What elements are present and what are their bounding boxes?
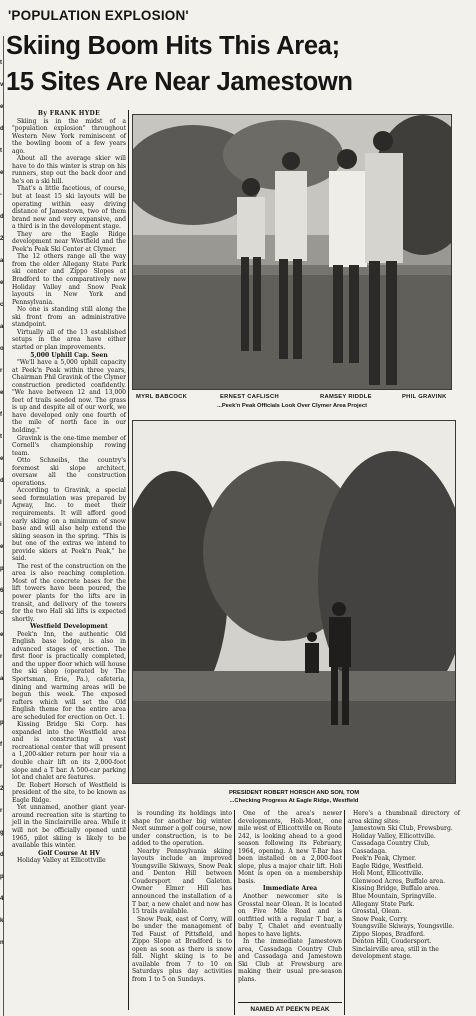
directory-item: Jamestown Ski Club, Frewsburg. xyxy=(352,825,453,833)
left-edge-fragment: p xyxy=(0,720,4,726)
left-edge-fragment: c xyxy=(0,610,4,616)
directory-item: Blue Mountain, Springville. xyxy=(352,893,437,901)
paragraph: Kissing Bridge Ski Corp. has expanded into the Westfield area and is constructing a vast recreational center that will present a 1,200-skier return per hour via a double chair lift on its 2,000-foot slope and a T bar. A 500-car parking lot and chalet are features. xyxy=(12,721,126,782)
left-edge-fragment: r xyxy=(0,698,3,704)
left-edge-fragment: v xyxy=(0,82,4,88)
column-rule xyxy=(344,810,345,1015)
photo-eagle-ridge-inspection xyxy=(132,420,456,784)
left-edge-fragment: t xyxy=(0,60,2,66)
left-edge-fragment: e xyxy=(0,280,4,286)
directory-item: Denton Hill, Coudersport. xyxy=(352,938,432,946)
left-edge-fragment: I xyxy=(0,500,2,506)
officials-photo-image xyxy=(133,115,451,389)
left-edge-fragment: r xyxy=(0,764,3,770)
left-edge-fragment: n xyxy=(0,940,4,946)
left-edge-fragment: o xyxy=(0,346,4,352)
left-edge-fragment: - xyxy=(0,192,2,198)
paragraph: According to Gravink, a special seed formulation was prepared by Agway, Inc. to meet their requirements. It will afford good early skiing on a minimum of snow base and will also help extend the skiing season in the spring. "This is but one of the extras we intend to provide skiers at Peek'n Peak," he said. xyxy=(12,487,126,563)
photo1-caption: ...Peek'n Peak Officials Look Over Clymer Area Project xyxy=(216,403,368,409)
section-heading: 5,000 Uphill Cap. Seen xyxy=(30,351,108,359)
left-edge-fragment: p xyxy=(0,874,4,880)
headline-line-1: Skiing Boom Hits This Area; xyxy=(6,32,340,60)
photo1-name-2: ERNEST CAFLISCH xyxy=(220,394,279,400)
section-heading: Westfield Development xyxy=(30,623,108,631)
paragraph: Gravink is the one-time member of Cornell's championship rowing team. xyxy=(12,434,126,457)
paragraph: In the immediate Jamestown area, Cassadaga Country Club and Cassadaga and Jamestown Ski Club at Frewsburg are making their usual pre-season plans. xyxy=(238,938,342,984)
left-edge-fragment: 2 xyxy=(0,786,4,792)
section-heading: Immediate Area xyxy=(262,885,318,893)
left-edge-fragment: d xyxy=(0,126,4,132)
paragraph: Skiing is in the midst of a "population explosion" throughout Western New York reminiscent of the bowling boom of a few years ago. xyxy=(12,117,126,155)
byline: By FRANK HYDE xyxy=(37,110,101,117)
left-edge-fragment: r xyxy=(0,808,3,814)
left-edge-fragment: t xyxy=(0,434,2,440)
directory-item: Eagle Ridge, Westfield. xyxy=(352,862,424,870)
directory-item: Holi Mont, Ellicottville. xyxy=(352,870,424,878)
paragraph: They are the Eagle Ridge development near Westfield and the Peek'n Peak Ski Center at Clymer. xyxy=(12,230,126,253)
paragraph: Another newcomer site is Grosstal near Olean. It is located on Five Mile Road and is outfitted with a regular T bar, a baby T, Chalet and eventually hopes to have lights. xyxy=(238,893,342,938)
kicker: 'POPULATION EXPLOSION' xyxy=(8,8,189,23)
directory-item: Kissing Bridge, Buffalo area. xyxy=(352,885,441,893)
directory-item: Holiday Valley, Ellicottville. xyxy=(352,832,436,840)
directory-item: Allegany State Park. xyxy=(352,900,415,908)
paragraph: The rest of the construction on the area is also reaching completion. Most of the concrete bases for the lift towers have been poured, the power plants for the lifts are in transit, and delivery of the towers for the two Hall ski lifts is expected shortly. xyxy=(12,562,126,623)
paragraph: Snow Peak, east of Corry, will be under the management of Ted Faust of Pittsfield, and Zippo Slope at Bradford is to open as soon as there is snow fall. Night skiing is to be available from 7 to 10 on Saturdays plus day activities from 1 to 5 on Sundays. xyxy=(132,915,232,984)
directory-item: Glenwood Acres, Buffalo area. xyxy=(352,877,445,885)
paragraph: One of the area's newer developments, Holi-Mont, one mile west of Ellicottville on Route 242, is looking ahead to a good season following its February, 1964, opening. A new T-Bar has been installed on a 2,000-foot slope, plus a major chair lift. Holi Mont is open on a membership basis. xyxy=(238,810,342,885)
article-column-3 xyxy=(238,810,342,1015)
directory-item: Peek'n Peak, Clymer. xyxy=(352,855,417,863)
directory-item: Sinclairville area, still in the development stage. xyxy=(352,945,439,961)
left-edge-fragment: r xyxy=(0,368,3,374)
left-edge-fragment: e xyxy=(0,456,4,462)
left-edge-fragment: e xyxy=(0,390,4,396)
article-column-4 xyxy=(348,810,460,1010)
directory-item: Cassadaga Country Club, Cassadaga. xyxy=(352,840,430,855)
left-edge-fragment: 4 xyxy=(0,896,4,902)
paragraph: That's a little facetious, of course, but at least 15 ski layouts will be operating within easy driving distance of Jamestown, two of them brand new and very expansive, and a third is in the development stage. xyxy=(12,185,126,231)
left-edge-fragment: c xyxy=(0,302,4,308)
photo-peekn-peak-officials xyxy=(132,114,452,390)
left-edge-fragment: 2 xyxy=(0,236,4,242)
photo1-name-4: PHIL GRAVINK xyxy=(402,394,447,400)
photo1-name-1: MYRL BABCOCK xyxy=(136,394,188,400)
left-edge-fragment: r xyxy=(0,654,3,660)
left-edge-fragment: d xyxy=(0,852,4,858)
paragraph: Nearby Pennsylvania skiing layouts include an improved Youngsville Skiways, Snow Peak and Denton Hill between Coudersport and Galeton. Owner Elmer Hill has announced the installation of a T bar, a new chalet and now has 15 trails available. xyxy=(132,847,232,916)
column-rule xyxy=(128,110,129,1010)
next-headline: NAMED AT PEEK'N PEAK xyxy=(250,1006,330,1013)
left-edge-fragment: e xyxy=(0,104,4,110)
left-edge-fragment: d xyxy=(0,478,4,484)
left-edge-fragment: i xyxy=(0,522,2,528)
photo1-name-3: RAMSEY RIDDLE xyxy=(320,394,372,400)
left-edge-fragment: a xyxy=(0,324,4,330)
section-heading: Golf Course At HV xyxy=(38,849,100,857)
story-divider xyxy=(238,1002,342,1003)
article-column-1 xyxy=(12,110,126,1010)
paragraph: "We'll have a 5,000 uphill capacity at Peek'n Peak within three years, Chairman Phil Gravink of the Clymer construction predicted confidently. "We have between 12 and 13,000 feet of trails seeded now. The grass is up and despite all of our work, we have developed only one fourth of the mile of north face in our holding." xyxy=(12,359,126,434)
eagle-ridge-photo-image xyxy=(133,421,455,783)
headline-line-2: 15 Sites Are Near Jamestown xyxy=(6,68,353,96)
paragraph: Holiday Valley at Ellicottville xyxy=(17,857,106,865)
directory-item: Youngsville Skiways, Youngsville. xyxy=(352,923,455,931)
article-column-2 xyxy=(132,810,232,1015)
directory-item: Zippo Slopes, Bradford. xyxy=(352,930,425,938)
photo2-caption: ...Checking Progress At Eagle Ridge, Westfield xyxy=(229,798,359,804)
left-edge-fragment: f xyxy=(0,412,2,418)
paragraph: Otto Schneibs, the country's foremost ski slope architect, oversaw all the construction operations. xyxy=(12,457,126,487)
left-edge-fragment: 6 xyxy=(0,588,4,594)
left-edge-fragment: p xyxy=(0,566,4,572)
paragraph: Peek'n Inn, the authentic Old English base lodge, is also in advanced stages of erection. The first floor is practically completed, and the upper floor which will house the ski shop (operated by The Sportsman, Erie, Pa.), cafeteria, dining and warming areas will be begun this week. The exposed rafters which will set the Old English theme for the entire area are scheduled for erection on Oct. 1. xyxy=(12,630,126,721)
left-edge-fragment: a xyxy=(0,258,4,264)
photo2-names: PRESIDENT ROBERT HORSCH AND SON, TOM xyxy=(228,790,360,796)
paragraph: Yet unnamed, another giant year-around recreation site is starting to jell in the Sinclairville area. While it will not be officially opened until 1965, pilot skiing is likely to be available this winter. xyxy=(12,804,126,850)
paragraph: Virtually all of the 13 established setups in the area have either started or plan improvements. xyxy=(12,328,126,351)
left-edge-fragment: t xyxy=(0,148,2,154)
left-edge-fragment: e xyxy=(0,544,4,550)
directory-item: Snow Peak, Corry. xyxy=(352,915,408,923)
left-edge-fragment: k xyxy=(0,918,4,924)
paragraph: No one is standing still along the ski front from an administrative standpoint. xyxy=(12,306,126,329)
paragraph: is rounding its holdings into shape for another big winter. Next summer a golf course, now under construction, is to be added to the operation. xyxy=(132,810,232,848)
paragraph: The 12 others range all the way from the older Allegany State Park ski center and Zippo Slopes at Bradford to the comparatively new Holiday Valley and Snow Peak layouts in New York and Pennsylvania. xyxy=(12,253,126,306)
left-edge-fragment: a xyxy=(0,676,4,682)
left-edge-fragment: f xyxy=(0,742,2,748)
left-edge-fragment: g xyxy=(0,830,4,836)
left-edge-fragment: e xyxy=(0,632,4,638)
directory-item: Grosstal, Olean. xyxy=(352,908,402,916)
column-rule xyxy=(234,810,235,1015)
left-edge-fragment: e xyxy=(0,170,4,176)
paragraph: About all the average skier will have to do this winter is strap on his runners, step out the back door and he's on a ski hill. xyxy=(12,155,126,185)
left-edge-fragment: d xyxy=(0,214,4,220)
left-edge-fragments xyxy=(0,60,4,962)
paragraph: Dr. Robert Horsch of Westfield is president of the site, to be known as Eagle Ridge. xyxy=(12,781,126,804)
paragraph: Here's a thumbnail directory of area skiing sites: xyxy=(348,810,460,825)
